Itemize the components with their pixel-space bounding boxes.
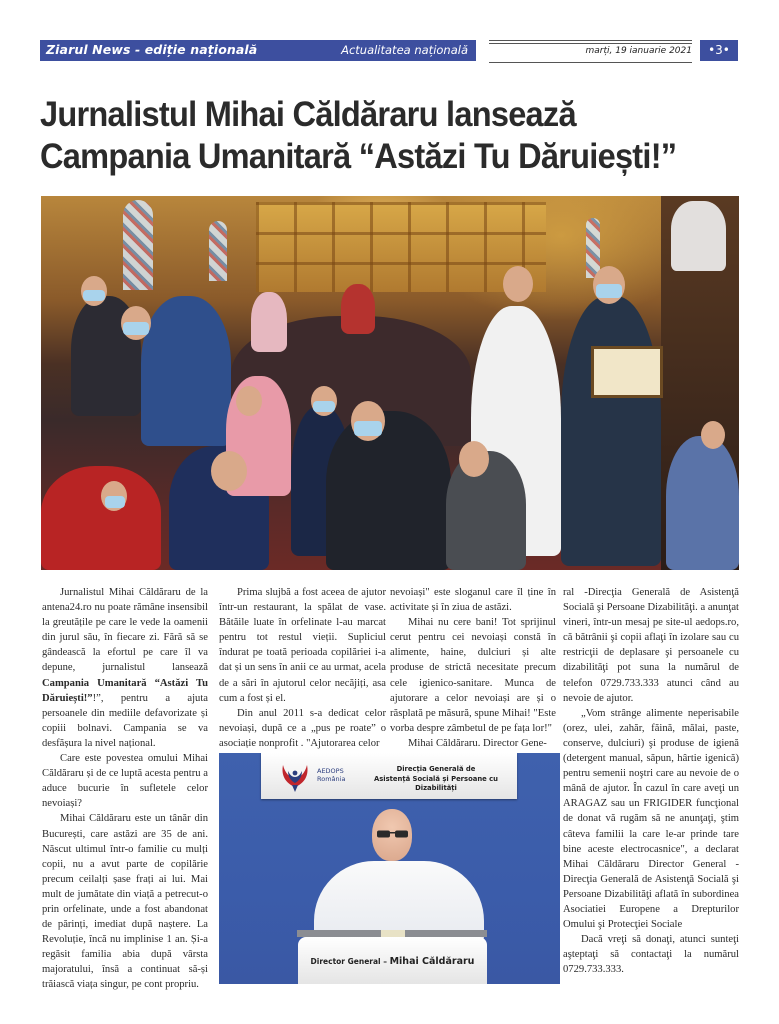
white-cloth <box>671 201 726 271</box>
headline-line-1: Jurnalistul Mihai Căldăraru lansează <box>40 95 576 134</box>
article-column-3 <box>390 585 556 751</box>
nameplate-name: Mihai Căldăraru <box>389 956 475 967</box>
headline-line-2: Campania Umanitară “Astăzi Tu Dăruiești!” <box>40 137 677 176</box>
paragraph: Care este povestea omului Mihai Căldăraru și de ce luptă acesta pentru a aduce bucurie în sufletele celor nevoiași? <box>42 753 208 810</box>
glasses-icon <box>373 830 412 838</box>
face <box>503 266 533 302</box>
main-photo-children-in-church <box>41 196 739 570</box>
paragraph <box>42 585 208 751</box>
face-mask <box>105 496 125 508</box>
banner-line-1: Direcția Generală de <box>396 765 476 773</box>
paragraph: Dacă vreţi să donaţi, atunci sunteţi aşteptaţi să contactaţi la numărul 0729.733.333. <box>563 934 739 976</box>
director-portrait-image <box>219 753 560 984</box>
nameplate-role: Director General – <box>310 957 390 966</box>
aedops-banner <box>261 753 517 799</box>
certificate-frame <box>591 346 663 398</box>
banner-line-2: Asistență Socială și Persoane cu Dizabilități <box>373 774 499 792</box>
person <box>341 284 375 334</box>
logo-country: România <box>317 775 346 783</box>
person <box>141 296 231 446</box>
desk-tape <box>381 930 405 937</box>
paragraph: „Vom strânge alimente neperisabile (orez, ulei, zahăr, făină, mălai, paste, conserve, dulciuri) şi produse de igienă (detergent manual, săpun, hârtie igenică) pentru semenii noştri care au nevoie de o mână de ajutor. În cazul în care aveţi un ARAGAZ sau un FRIGIDER funcţional de donat vă rugăm să ne anunţaţi, ştim câteva familii la care le-ar prinde tare bine aceste electrocasnice", a declarat Mihai Căldăraru Director General -Direcţia Generală de Asistenţă Socială şi Persoane Dizabilităţi aflată în subordinea Asociatiei Europene a Drepturilor Omului şi Protecţiei Sociale <box>563 707 739 931</box>
name-plate <box>298 937 487 984</box>
campaign-name: Campania Umanitară “Astăzi Tu Dăruiești!” <box>42 677 208 704</box>
face-mask <box>313 401 335 412</box>
face <box>211 451 247 491</box>
name-plate-text <box>298 956 487 967</box>
publication-name: Ziarul News - ediție națională <box>46 42 258 57</box>
child-red-jacket <box>41 466 161 570</box>
rule-divider <box>489 43 692 44</box>
date-rule-box <box>489 40 692 64</box>
issue-date: marți, 19 ianuarie 2021 <box>585 46 692 56</box>
logo-name: AEDOPS <box>317 767 344 775</box>
face-mask <box>596 284 622 298</box>
paragraph: Mihai Căldăraru este un tânăr din București, care astăzi are 35 de ani. Născut ultimul într-o familie cu mulți copii, nu a avut parte de copilărie precum ceilalți șase frați ai lui. Mai mult de jumătate din viață a petrecut-o prin orfelinate, unde a fost abandonat de părinți, imediat după naștere. La Revoluție, încă nu implinise 1 an. Și-a regăsit familia abia după vârsta majoratului, însă a continuat să-și trăiască viața singur, pe cont propriu. <box>42 813 208 991</box>
face-mask <box>123 322 149 335</box>
eagle-logo-icon <box>279 761 311 793</box>
rule-divider <box>489 40 692 41</box>
child-pink <box>251 292 287 352</box>
child-light-blue <box>666 436 739 570</box>
article-column-4 <box>563 585 739 977</box>
page-number: •3• <box>700 40 738 61</box>
face <box>701 421 725 449</box>
article-column-1 <box>42 585 208 993</box>
child-black-jacket <box>326 411 451 570</box>
paragraph: nevoiași" este sloganul care îl ține în activitate și în ziua de astăzi. <box>390 587 556 614</box>
face <box>236 386 262 416</box>
masthead-bar <box>40 40 476 61</box>
paragraph: Mihai Căldăraru. Director Gene- <box>408 737 547 749</box>
paragraph: Prima slujbă a fost aceea de ajutor într-un restaurant, la spălat de vase. Bătăile luate în orfelinate l-au marcat pentru tot restul vieții. Supliciul îndurat pe toată perioada copilăriei i-a dat și un sens în anii ce au urmat, acela de a sări în ajutorul celor necăjiți, asa cum a fost și el. <box>219 587 386 704</box>
woman-with-certificate <box>561 296 661 566</box>
face <box>459 441 489 477</box>
section-name: Actualitatea națională <box>341 43 468 57</box>
stained-window <box>586 218 600 278</box>
face-mask <box>83 290 105 301</box>
article-column-2 <box>219 585 386 751</box>
paragraph: ral -Direcţia Generală de Asistenţă Socială şi Persoane Dizabilităţi. a anunţat vineri, într-un mesaj pe site-ul aedops.ro, că bătrânii şi copii aflaţi în izolare sau cu restricţii de deplasare şi persoanele cu dizabilităţi pot suna la numărul de telefon 0729.733.333 atunci când au nevoie de ajutor. <box>563 587 739 704</box>
banner-title <box>361 765 511 794</box>
paragraph-text: Jurnalistul Mihai Căldăraru de la antena24.ro nu poate rămâne insensibil la greutățile pe care le vede la oamenii din jurul său, în fiecare zi. Fără să se gândească la efortul pe care îl va depune, jurnalistul lansează <box>42 587 208 674</box>
paragraph: Din anul 2011 s-a dedicat celor nevoiași, după ce a „pus pe roate” o asociație nonprofit . "Ajutorarea celor <box>219 707 386 749</box>
article-headline <box>40 94 710 178</box>
paragraph-text: !”, pentru a ajuta persoanele din mediile defavorizate și copiii bolnavi. Campania se va desfășura la nivel național. <box>42 692 208 749</box>
face-mask <box>354 421 382 436</box>
stained-window <box>123 200 153 290</box>
paragraph: Mihai nu cere bani! Tot sprijinul cerut pentru cei nevoiași constă în alimente, haine, dulciuri și alte produse de strictă necesitate precum cele igienico-sanitare. Munca de ajutorare a celor nevoiași are și o răsplată pe măsură, spune Mihai! "Este vorba despre zâmbetul de pe fața lor!" <box>390 617 556 734</box>
logo-text <box>317 767 345 783</box>
rule-divider <box>489 62 692 63</box>
stained-window <box>209 221 227 281</box>
